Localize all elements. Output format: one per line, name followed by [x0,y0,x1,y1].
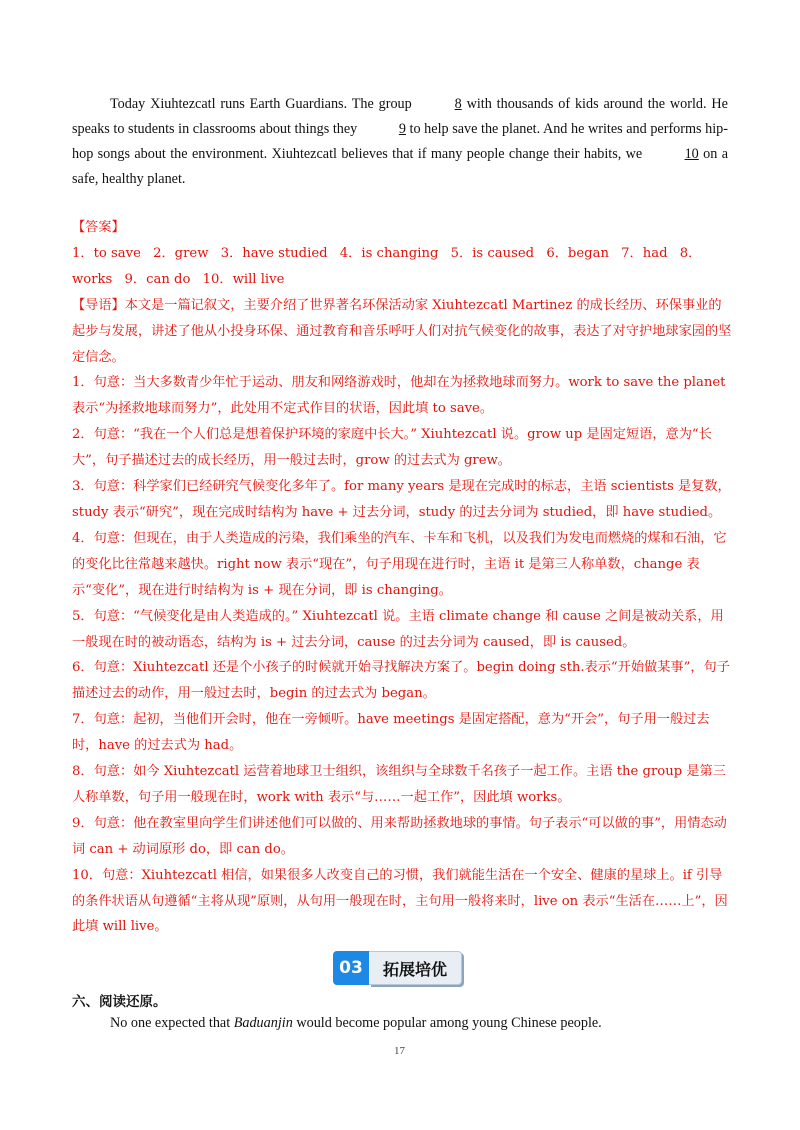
explanation-item: 1．句意：当大多数青少年忙于运动、朋友和网络游戏时，他却在为拯救地球而努力。work to save the planet 表示“为拯救地球而努力”，此处用不定式作目的状语，因此填 to save。 [72,375,726,417]
blank-10: 10 [684,146,699,162]
answer-item: 3．have studied [220,245,328,261]
question-text: No one expected that [110,1015,234,1031]
blank-8: 8 [454,96,462,112]
page-number: 17 [394,1045,405,1057]
explanation-item: 2．句意：“我在一个人们总是想着保护环境的家庭中长大。” Xiuhtezcatl 说。grow up 是固定短语，意为“长大”，句子描述过去的成长经历，用一般过去时，grow 的过去式为 grew。 [72,427,712,469]
explanation-item: 6．句意：Xiuhtezcatl 还是个小孩子的时候就开始寻找解决方案了。begin doing sth.表示“开始做某事”，句子描述过去的动作，用一般过去时，begin 的过去式为 began。 [72,660,730,702]
passage-text: to help save the planet. And he writes and performs hip-hop songs about the environment. Xiuhtezcatl believes that if many people change their habits, we [72,121,728,162]
passage-text: on a safe, healthy planet. [72,146,728,187]
answer-header: 【答案】 [72,220,125,235]
section-number: 03 [333,951,369,985]
passage-text: with thousands of kids around the world. He speaks to students in classrooms about things they [72,96,728,137]
answer-item: 10．will live [202,271,285,287]
question-text: would become popular among young Chinese people. [292,1015,602,1031]
section-title: 拓展培优 [369,951,462,985]
answer-item: 5．is caused [450,245,535,261]
answer-list [72,241,732,293]
passage-paragraph [72,92,728,192]
answer-item: 8．works [72,245,702,287]
explanation-item: 4．句意：但现在，由于人类造成的污染，我们乘坐的汽车、卡车和飞机，以及我们为发电而燃烧的煤和石油，它的变化比往常越来越快。right now 表示“现在”，句子用现在进行时，主语 it 是第三人称单数，change 表示“变化”，现在进行时结构为 is + 现在分词，即 is changing。 [72,530,727,598]
answer-item: 4．is changing [339,245,439,261]
explanation-item: 3．句意：科学家们已经研究气候变化多年了。for many years 是现在完成时的标志，主语 scientists 是复数，study 表示“研究”，现在完成时结构为 have + 过去分词，study 的过去分词为 studied，即 have studied。 [72,479,731,520]
explanation-item: 8．句意：如今 Xiuhtezcatl 运营着地球卫士组织，该组织与全球数千名孩子一起工作。主语 the group 是第三人称单数，句子用一般现在时，work with 表示“与……一起工作”，因此填 works。 [72,764,726,805]
explanation-item: 5．句意：“气候变化是由人类造成的。” Xiuhtezcatl 说。主语 climate change 和 cause 之间是被动关系，用一般现在时的被动语态，结构为 is + 过去分词，cause 的过去分词为 caused，即 is caused。 [72,608,724,650]
answer-section [72,215,732,940]
question-first-line [110,1015,602,1032]
passage-text: Today Xiuhtezcatl runs Earth Guardians. The group [110,96,417,112]
answer-item: 9．can do [124,271,191,287]
question-heading: 六、阅读还原。 [72,994,167,1010]
blank-9: 9 [398,121,406,137]
answer-item: 2．grew [153,245,209,261]
explanation-item: 9．句意：他在教室里向学生们讲述他们可以做的、用来帮助拯救地球的事情。句子表示“可以做的事”，用情态动词 can + 动词原形 do，即 can do。 [72,815,727,857]
answer-item: 1．to save [72,245,141,261]
section-banner [333,951,462,985]
guide-text: 【导语】本文是一篇记叙文，主要介绍了世界著名环保活动家 Xiuhtezcatl Martinez 的成长经历、环保事业的起步与发展，讲述了他从小投身环保、通过教育和音乐呼吁人们对抗气候变化的故事，表达了对守护地球家园的坚定信念。 [72,297,732,365]
explanation-item: 10．句意：Xiuhtezcatl 相信，如果很多人改变自己的习惯，我们就能生活在一个安全、健康的星球上。if 引导的条件状语从句遵循“主将从现”原则，从句用一般现在时，主句用一般将来时，live on 表示“生活在……上”，因此填 will live。 [72,867,728,935]
answer-item: 6．began [546,245,609,261]
question-italic-term: Baduanjin [233,1015,293,1031]
explanation-item: 7．句意：起初，当他们开会时，他在一旁倾听。have meetings 是固定搭配，意为“开会”，句子用一般过去时，have 的过去式为 had。 [72,712,710,754]
answer-item: 7．had [621,245,668,261]
